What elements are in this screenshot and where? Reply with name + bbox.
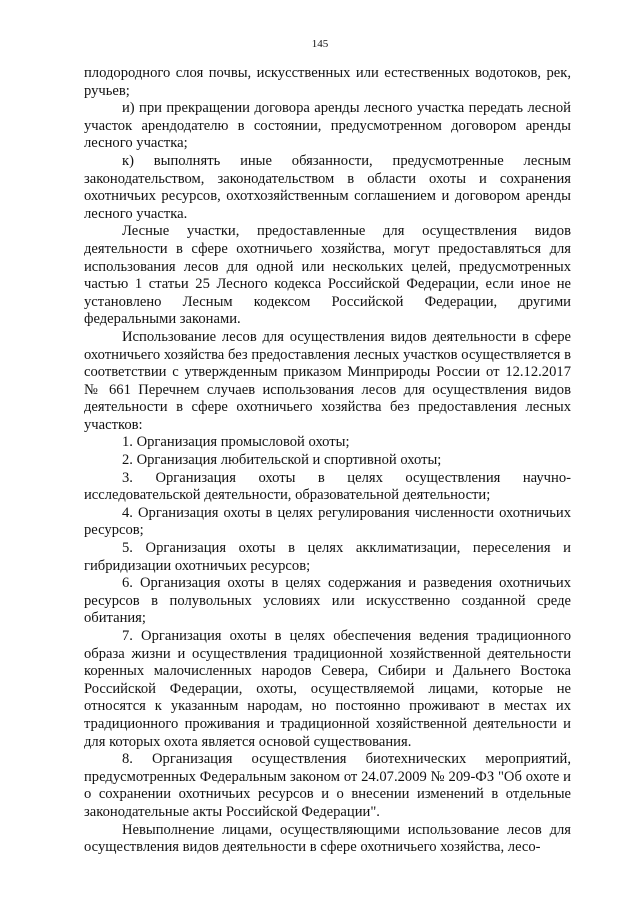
- paragraph-noncompliance: Невыполнение лицами, осуществляющими использование лесов для осуществления видов деятельности в сфере охотничьего хозяйства, лесо-: [84, 821, 571, 856]
- list-item-7: 7. Организация охоты в целях обеспечения ведения традиционного образа жизни и осуществления традиционной хозяйственной деятельности коренных малочисленных народов Севера, Сибири и Дальнего Востока Российской Федерации, охоты, осуществляемой лицами, которые не относятся к указанным народам, но постоянно проживают в местах их традиционного проживания и традиционной хозяйственной деятельности и для которых охота является основой существования.: [84, 628, 571, 750]
- paragraph-forest-plots: Лесные участки, предоставленные для осуществления видов деятельности в сфере охотничьего хозяйства, могут предоставляться для использования лесов для одной или нескольких целей, предусмотренных частью 1 статьи 25 Лесного кодекса Российской Федерации, если иное не установлено Лесным кодексом Российской Федерации, другими федеральными законами.: [84, 223, 571, 328]
- list-item-5: 5. Организация охоты в целях акклиматизации, переселения и гибридизации охотничьих ресурсов;: [84, 540, 571, 574]
- page-number: 145: [311, 38, 329, 50]
- paragraph-item-k: к) выполнять иные обязанности, предусмотренные лесным законодательством, законодательством в области охоты и сохранения охотничьих ресурсов, охотхозяйственным соглашением и договором аренды лесного участка.: [84, 152, 571, 222]
- paragraph-continuation: плодородного слоя почвы, искусственных или естественных водотоков, рек, ручьев;: [84, 65, 571, 99]
- list-item-8: 8. Организация осуществления биотехнических мероприятий, предусмотренных Федеральным законом от 24.07.2009 № 209-ФЗ "Об охоте и о сохранении охотничьих ресурсов и о внесении изменений в отдельные законодательные акты Российской Федерации".: [84, 751, 571, 820]
- list-item-1: 1. Организация промысловой охоты;: [122, 434, 350, 451]
- paragraph-forest-use: Использование лесов для осуществления видов деятельности в сфере охотничьего хозяйства без предоставления лесных участков осуществляется в соответствии с утвержденным приказом Минприроды России от 12.12.2017 № 661 Перечнем случаев использования лесов для осуществления видов деятельности в сфере охотничьего хозяйства без предоставления лесных участков:: [84, 328, 571, 433]
- paragraph-item-i: и) при прекращении договора аренды лесного участка передать лесной участок арендодателю в состоянии, предусмотренном договором аренды лесного участка;: [84, 100, 571, 152]
- body-text: [84, 65, 571, 857]
- list-item-4: 4. Организация охоты в целях регулирования численности охотничьих ресурсов;: [84, 504, 571, 539]
- list-item-6: 6. Организация охоты в целях содержания и разведения охотничьих ресурсов в полувольных условиях или искусственно созданной среде обитания;: [84, 575, 571, 627]
- list-item-3: 3. Организация охоты в целях осуществления научно-исследовательской деятельности, образовательной деятельности;: [84, 469, 571, 504]
- list-item-2: 2. Организация любительской и спортивной охоты;: [122, 452, 442, 469]
